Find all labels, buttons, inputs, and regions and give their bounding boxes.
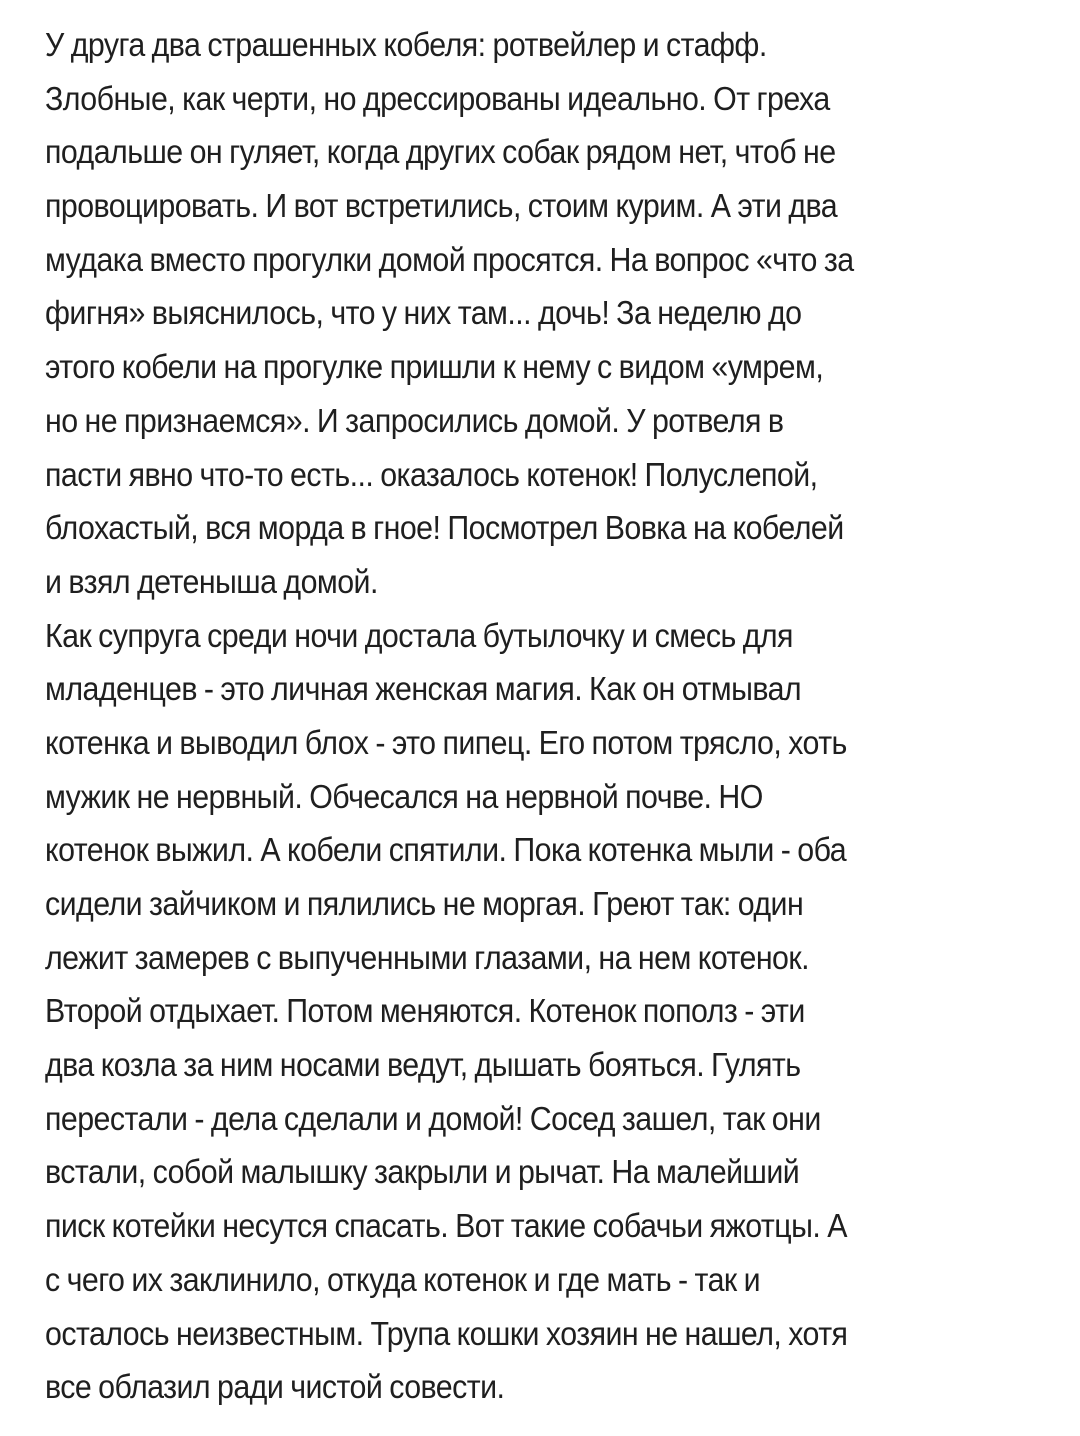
text-line: с чего их заклинило, откуда котенок и где мать - так и: [45, 1260, 760, 1298]
text-line: встали, собой малышку закрыли и рычат. На малейший: [45, 1153, 800, 1191]
text-line: У друга два страшенных кобеля: ротвейлер и стафф.: [45, 26, 767, 63]
text-line: Как супруга среди ночи достала бутылочку и смесь для: [45, 616, 793, 654]
text-line: подальше он гуляет, когда других собак рядом нет, чтоб не: [45, 133, 836, 171]
text-line: котенок выжил. А кобели спятили. Пока котенка мыли - оба: [45, 831, 847, 869]
text-line: все облазил ради чистой совести.: [45, 1368, 505, 1406]
text-line: этого кобели на прогулке пришли к нему с видом «умрем,: [45, 348, 824, 386]
text-line: осталось неизвестным. Трупа кошки хозяин не нашел, хотя: [45, 1314, 848, 1352]
text-line: но не признаемся». И запросились домой. У ротвеля в: [45, 401, 784, 439]
text-line: котенка и выводил блох - это пипец. Его потом трясло, хоть: [45, 723, 847, 761]
text-line: и взял детеныша домой.: [45, 562, 378, 600]
text-line: Второй отдыхает. Потом меняются. Котенок пополз - эти: [45, 992, 805, 1030]
text-line: лежит замерев с выпученными глазами, на нем котенок.: [45, 938, 810, 976]
text-line: писк котейки несутся спасать. Вот такие собачьи яжотцы. А: [45, 1207, 847, 1245]
text-line: сидели зайчиком и пялились не моргая. Греют так: один: [45, 885, 804, 922]
text-line: два козла за ним носами ведут, дышать бояться. Гулять: [45, 1046, 801, 1084]
story-text: [45, 18, 983, 1414]
text-line: мудака вместо прогулки домой просятся. На вопрос «что за: [45, 240, 854, 278]
text-line: пасти явно что-то есть... оказалось котенок! Полуслепой,: [45, 455, 818, 493]
text-line: Злобные, как черти, но дрессированы идеально. От греха: [45, 79, 830, 117]
text-line: младенцев - это личная женская магия. Как он отмывал: [45, 670, 802, 708]
text-line: фигня» выяснилось, что у них там... дочь! За неделю до: [45, 294, 802, 332]
text-line: мужик не нервный. Обчесался на нервной почве. НО: [45, 777, 763, 815]
text-line: перестали - дела сделали и домой! Сосед зашел, так они: [45, 1099, 821, 1137]
text-line: блохастый, вся морда в гное! Посмотрел Вовка на кобелей: [45, 509, 844, 547]
text-line: провоцировать. И вот встретились, стоим курим. А эти два: [45, 187, 838, 225]
